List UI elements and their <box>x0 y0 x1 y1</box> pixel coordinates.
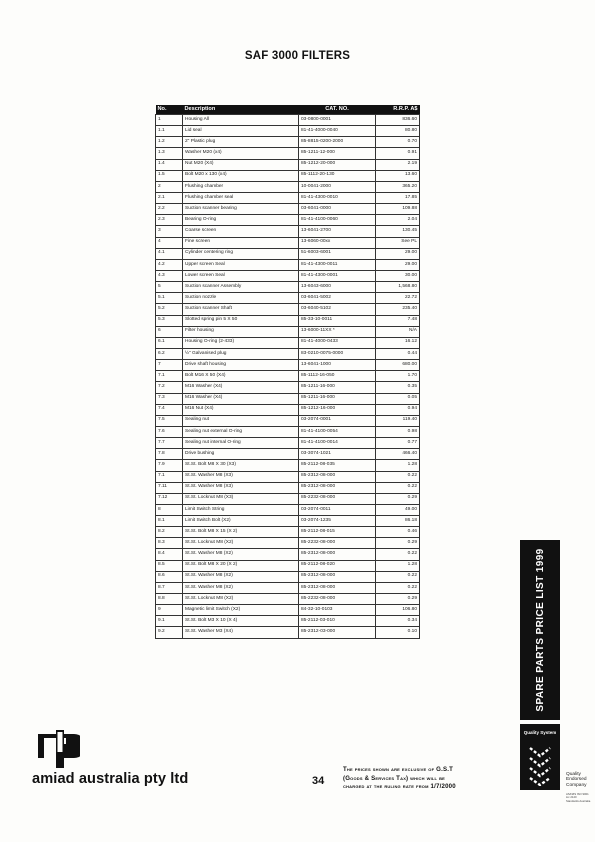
cell-description: St.St. Locknut M8 (X2) <box>183 538 299 549</box>
amiad-logo-icon <box>32 728 80 770</box>
cell-description: Flushing chamber <box>183 181 299 192</box>
table-row <box>156 304 420 315</box>
cell-rrp: 22.72 <box>376 293 420 304</box>
cell-no: 4.3 <box>156 270 183 281</box>
cell-cat-no: 13-6060-00xx <box>299 237 376 248</box>
table-row <box>156 605 420 616</box>
table-row <box>156 516 420 527</box>
header-description: Description <box>183 105 299 115</box>
cell-rrp: 109.88 <box>376 204 420 215</box>
cell-cat-no: 85-1212-20-000 <box>299 159 376 170</box>
table-row <box>156 259 420 270</box>
table-row <box>156 326 420 337</box>
cell-cat-no: 85-1211-16-000 <box>299 382 376 393</box>
quality-small-print: AS/NZS ISO 9001 Lic 2120 Standards Australia <box>566 792 591 803</box>
cell-description: Slotted spring pin 5 X 50 <box>183 315 299 326</box>
cell-no: 7.12 <box>156 493 183 504</box>
cell-description: St.St. Washer M8 (X2) <box>183 582 299 593</box>
cell-description: St.St. Bolt M3 X 10 (X 4) <box>183 616 299 627</box>
gst-note: The prices shown are exclusive of G.S.T (Goods & Services Tax) which will be charged at the ruling rate from 1/7/2000 <box>343 766 456 791</box>
cell-description: Magnetic limit Switch (X2) <box>183 605 299 616</box>
cell-description: 2" Plastic plug <box>183 137 299 148</box>
cell-rrp: 2.19 <box>376 159 420 170</box>
cell-description: Suction scanner Assembly <box>183 282 299 293</box>
cell-description: St.St. Locknut M8 (X3) <box>183 493 299 504</box>
cell-rrp: 0.22 <box>376 482 420 493</box>
cell-rrp: 0.94 <box>376 404 420 415</box>
cell-cat-no: 85-2312-08-000 <box>299 482 376 493</box>
cell-cat-no: 81-41-4100-0060 <box>299 215 376 226</box>
table-row <box>156 126 420 137</box>
cell-no: 7.6 <box>156 426 183 437</box>
cell-description: St.St. Locknut M8 (X2) <box>183 594 299 605</box>
cell-cat-no: 13-6000-11XX * <box>299 326 376 337</box>
header-rrp: R.R.P. A$ <box>376 105 420 115</box>
quality-endorsed-text: Quality Endorsed Company <box>566 772 587 788</box>
cell-no: 7.7 <box>156 438 183 449</box>
table-row <box>156 337 420 348</box>
cell-rrp: 0.35 <box>376 382 420 393</box>
cell-rrp: 80.80 <box>376 126 420 137</box>
quality-system-label: Quality System <box>523 730 557 735</box>
cell-rrp: 106.80 <box>376 605 420 616</box>
cell-rrp: 0.29 <box>376 538 420 549</box>
table-row <box>156 493 420 504</box>
cell-rrp: 16.12 <box>376 337 420 348</box>
cell-rrp: 1,568.80 <box>376 282 420 293</box>
cell-rrp: 1.70 <box>376 371 420 382</box>
cell-cat-no: 85-1112-16-050 <box>299 371 376 382</box>
cell-cat-no: 03-6041-5002 <box>299 293 376 304</box>
company-name: amiad australia pty ltd <box>32 771 189 787</box>
cell-no: 9.1 <box>156 616 183 627</box>
cell-no: 1.3 <box>156 148 183 159</box>
table-row <box>156 115 420 126</box>
table-row <box>156 549 420 560</box>
cell-description: Nut M20 (X4) <box>183 159 299 170</box>
table-row <box>156 482 420 493</box>
cell-rrp: 130.45 <box>376 226 420 237</box>
cell-cat-no: 85-1211-12-000 <box>299 148 376 159</box>
table-row <box>156 159 420 170</box>
cell-cat-no: 85-2112-03-010 <box>299 616 376 627</box>
cell-no: 7 <box>156 360 183 371</box>
cell-description: Housing O-ring (2-433) <box>183 337 299 348</box>
cell-description: Flushing chamber seal <box>183 192 299 203</box>
cell-description: Housing All <box>183 115 299 126</box>
cell-cat-no: 85-2112-08-035 <box>299 460 376 471</box>
cell-cat-no: 85-2312-08-000 <box>299 571 376 582</box>
cell-cat-no: 81-41-4100-0054 <box>299 426 376 437</box>
cell-description: Drive bushing <box>183 449 299 460</box>
parts-table <box>155 105 420 639</box>
cell-rrp: 0.05 <box>376 393 420 404</box>
table-row <box>156 627 420 638</box>
table-row <box>156 616 420 627</box>
table-row <box>156 248 420 259</box>
table-row <box>156 415 420 426</box>
cell-no: 1.5 <box>156 170 183 181</box>
cell-description: St.St. Bolt M8 X 15 (X 2) <box>183 527 299 538</box>
cell-cat-no: 03-3074-1021 <box>299 449 376 460</box>
cell-rrp: 0.22 <box>376 549 420 560</box>
cell-rrp: 1.28 <box>376 560 420 571</box>
cell-rrp: 17.85 <box>376 192 420 203</box>
cell-rrp: 30.00 <box>376 270 420 281</box>
cell-description: M16 Nut (X4) <box>183 404 299 415</box>
table-header-row <box>156 105 420 115</box>
cell-description: M16 Washer (X4) <box>183 393 299 404</box>
cell-rrp: 0.10 <box>376 627 420 638</box>
cell-cat-no: 81-41-4000-0433 <box>299 337 376 348</box>
cell-description: Lower screen Seal <box>183 270 299 281</box>
cell-description: Sealing nut external O-ring <box>183 426 299 437</box>
cell-cat-no: 10-0041-2000 <box>299 181 376 192</box>
cell-rrp: 0.91 <box>376 148 420 159</box>
table-row <box>156 181 420 192</box>
cell-cat-no: 85-2312-03-000 <box>299 627 376 638</box>
cell-no: 1.1 <box>156 126 183 137</box>
cell-no: 1.4 <box>156 159 183 170</box>
cell-cat-no: 84-32-10-0103 <box>299 605 376 616</box>
cell-cat-no: 83-0210-0075-0000 <box>299 348 376 359</box>
cell-rrp: 86.18 <box>376 516 420 527</box>
cell-no: 3 <box>156 226 183 237</box>
cell-description: Filter housing <box>183 326 299 337</box>
cell-no: 7.2 <box>156 382 183 393</box>
cell-no: 2.3 <box>156 215 183 226</box>
cell-rrp: See PL <box>376 237 420 248</box>
cell-rrp: 1.28 <box>376 460 420 471</box>
cell-no: 7.1 <box>156 471 183 482</box>
cell-cat-no: 85-2312-08-000 <box>299 471 376 482</box>
cell-description: St.St. Washer M8 (X2) <box>183 571 299 582</box>
table-row <box>156 471 420 482</box>
cell-no: 8 <box>156 504 183 515</box>
cell-cat-no: 85-2312-08-000 <box>299 582 376 593</box>
table-row <box>156 594 420 605</box>
cell-no: 7.5 <box>156 415 183 426</box>
cell-cat-no: 13-6041-2700 <box>299 226 376 237</box>
table-row <box>156 438 420 449</box>
cell-no: 6.2 <box>156 348 183 359</box>
cell-no: 2 <box>156 181 183 192</box>
table-row <box>156 282 420 293</box>
cell-no: 1.2 <box>156 137 183 148</box>
cell-no: 5.3 <box>156 315 183 326</box>
cell-cat-no: 81-41-4000-0040 <box>299 126 376 137</box>
cell-cat-no: 03-6040-5102 <box>299 304 376 315</box>
cell-rrp: 119.40 <box>376 415 420 426</box>
table-row <box>156 371 420 382</box>
cell-rrp: 7.48 <box>376 315 420 326</box>
cell-no: 7.3 <box>156 393 183 404</box>
cell-no: 8.7 <box>156 582 183 593</box>
table-row <box>156 204 420 215</box>
cell-description: St.St. Washer M3 (X4) <box>183 627 299 638</box>
table-row <box>156 137 420 148</box>
cell-no: 9.2 <box>156 627 183 638</box>
cell-cat-no: 85-1212-16-000 <box>299 404 376 415</box>
table-row <box>156 192 420 203</box>
cell-no: 7.1 <box>156 371 183 382</box>
cell-no: 8.1 <box>156 516 183 527</box>
table-row <box>156 293 420 304</box>
table-row <box>156 237 420 248</box>
cell-no: 8.8 <box>156 594 183 605</box>
cell-no: 8.6 <box>156 571 183 582</box>
cell-rrp: 2.04 <box>376 215 420 226</box>
table-row <box>156 426 420 437</box>
cell-cat-no: 85-2112-08-020 <box>299 560 376 571</box>
cell-no: 5.1 <box>156 293 183 304</box>
cell-rrp: N/A <box>376 326 420 337</box>
cell-description: Suction nozzle <box>183 293 299 304</box>
cell-cat-no: 81-41-4300-0001 <box>299 270 376 281</box>
side-banner-text: SPARE PARTS PRICE LIST 1999 <box>534 548 546 712</box>
header-no: No. <box>156 105 183 115</box>
cell-description: M16 Washer (X4) <box>183 382 299 393</box>
cell-rrp: 466.40 <box>376 449 420 460</box>
table-row <box>156 382 420 393</box>
table-row <box>156 315 420 326</box>
table-row <box>156 360 420 371</box>
cell-no: 2.2 <box>156 204 183 215</box>
cell-rrp: 0.22 <box>376 471 420 482</box>
cell-rrp: 836.60 <box>376 115 420 126</box>
cell-cat-no: 85-2312-08-000 <box>299 549 376 560</box>
page-title: SAF 3000 FILTERS <box>244 50 351 62</box>
cell-description: St.St. Washer M8 (X3) <box>183 482 299 493</box>
table-row <box>156 148 420 159</box>
cell-cat-no: 81-41-4300-0010 <box>299 192 376 203</box>
cell-no: 8.5 <box>156 560 183 571</box>
cell-cat-no: 85-2232-08-000 <box>299 493 376 504</box>
table-row <box>156 449 420 460</box>
cell-description: St.St. Washer M8 (X3) <box>183 471 299 482</box>
cell-no: 4.1 <box>156 248 183 259</box>
cell-cat-no: 03-2074-0011 <box>299 504 376 515</box>
cell-description: ½" Galvanised plug <box>183 348 299 359</box>
cell-no: 5 <box>156 282 183 293</box>
cell-rrp: 0.22 <box>376 582 420 593</box>
cell-no: 8.3 <box>156 538 183 549</box>
cell-description: Cylinder centering ring <box>183 248 299 259</box>
table-row <box>156 504 420 515</box>
cell-description: Drive shaft housing <box>183 360 299 371</box>
cell-cat-no: 85-1211-16-000 <box>299 393 376 404</box>
cell-cat-no: 13-6041-1000 <box>299 360 376 371</box>
cell-no: 7.11 <box>156 482 183 493</box>
table-row <box>156 348 420 359</box>
cell-description: Fine screen <box>183 237 299 248</box>
cell-rrp: 49.00 <box>376 504 420 515</box>
cell-description: Bolt M16 X 50 (X4) <box>183 371 299 382</box>
cell-description: Suction scanner Shaft <box>183 304 299 315</box>
table-row <box>156 270 420 281</box>
cell-description: Suction scanner bearing <box>183 204 299 215</box>
cell-cat-no: 85-2232-08-000 <box>299 594 376 605</box>
cell-description: Limit Switch Bolt (X2) <box>183 516 299 527</box>
cell-no: 9 <box>156 605 183 616</box>
table-row <box>156 226 420 237</box>
cell-rrp: 0.70 <box>376 137 420 148</box>
cell-cat-no: 13-6043-6000 <box>299 282 376 293</box>
table-row <box>156 170 420 181</box>
cell-no: 7.8 <box>156 449 183 460</box>
cell-cat-no: 85-8815-0200-2000 <box>299 137 376 148</box>
cell-no: 8.2 <box>156 527 183 538</box>
cell-rrp: 29.00 <box>376 248 420 259</box>
cell-cat-no: 85-1112-20-130 <box>299 170 376 181</box>
cell-no: 2.1 <box>156 192 183 203</box>
cell-description: Sealing nut <box>183 415 299 426</box>
cell-rrp: 0.77 <box>376 438 420 449</box>
cell-rrp: 365.20 <box>376 181 420 192</box>
table-row <box>156 538 420 549</box>
cell-cat-no: 81-41-4100-0014 <box>299 438 376 449</box>
cell-no: 4 <box>156 237 183 248</box>
cell-no: 4.2 <box>156 259 183 270</box>
cell-cat-no: 03-6041-0000 <box>299 204 376 215</box>
cell-cat-no: 03-2074-1235 <box>299 516 376 527</box>
cell-rrp: 0.29 <box>376 594 420 605</box>
cell-description: St.St. Washer M8 (X2) <box>183 549 299 560</box>
cell-cat-no: 51-6003-6001 <box>299 248 376 259</box>
table-row <box>156 560 420 571</box>
cell-cat-no: 85-2112-08-015 <box>299 527 376 538</box>
quality-chevrons-icon <box>526 742 554 786</box>
table-row <box>156 215 420 226</box>
cell-rrp: 0.46 <box>376 527 420 538</box>
table-row <box>156 393 420 404</box>
cell-no: 6 <box>156 326 183 337</box>
cell-description: Limit Switch String <box>183 504 299 515</box>
cell-no: 7.4 <box>156 404 183 415</box>
cell-description: Bolt M20 x 130 (x4) <box>183 170 299 181</box>
cell-rrp: 13.60 <box>376 170 420 181</box>
cell-cat-no: 81-41-4300-0011 <box>299 259 376 270</box>
cell-no: 5.2 <box>156 304 183 315</box>
header-cat-no: CAT. NO. <box>299 105 376 115</box>
cell-description: Sealing nut internal O-ring <box>183 438 299 449</box>
page-number: 34 <box>312 775 325 787</box>
cell-rrp: 0.98 <box>376 426 420 437</box>
cell-no: 8.4 <box>156 549 183 560</box>
quality-system-badge <box>520 724 560 790</box>
cell-rrp: 29.00 <box>376 259 420 270</box>
cell-rrp: 680.00 <box>376 360 420 371</box>
cell-rrp: 235.40 <box>376 304 420 315</box>
cell-rrp: 0.29 <box>376 493 420 504</box>
cell-description: St.St. Bolt M8 X 20 (X 2) <box>183 560 299 571</box>
cell-cat-no: 85-2232-08-000 <box>299 538 376 549</box>
table-row <box>156 527 420 538</box>
cell-no: 1 <box>156 115 183 126</box>
cell-rrp: 0.34 <box>376 616 420 627</box>
table-row <box>156 460 420 471</box>
cell-description: Washer M20 (x4) <box>183 148 299 159</box>
cell-description: Bearing O-ring <box>183 215 299 226</box>
cell-no: 6.1 <box>156 337 183 348</box>
cell-cat-no: 03-0800-0001 <box>299 115 376 126</box>
cell-description: St.St. Bolt M8 X 30 (X3) <box>183 460 299 471</box>
table-row <box>156 404 420 415</box>
table-row <box>156 571 420 582</box>
cell-description: Coarse screen <box>183 226 299 237</box>
cell-rrp: 0.44 <box>376 348 420 359</box>
cell-description: Lid seal <box>183 126 299 137</box>
side-banner <box>520 540 560 720</box>
cell-rrp: 0.22 <box>376 571 420 582</box>
cell-description: Upper screen Seal <box>183 259 299 270</box>
cell-cat-no: 85-33-10-0011 <box>299 315 376 326</box>
cell-cat-no: 03-2074-0001 <box>299 415 376 426</box>
cell-no: 7.9 <box>156 460 183 471</box>
table-row <box>156 582 420 593</box>
